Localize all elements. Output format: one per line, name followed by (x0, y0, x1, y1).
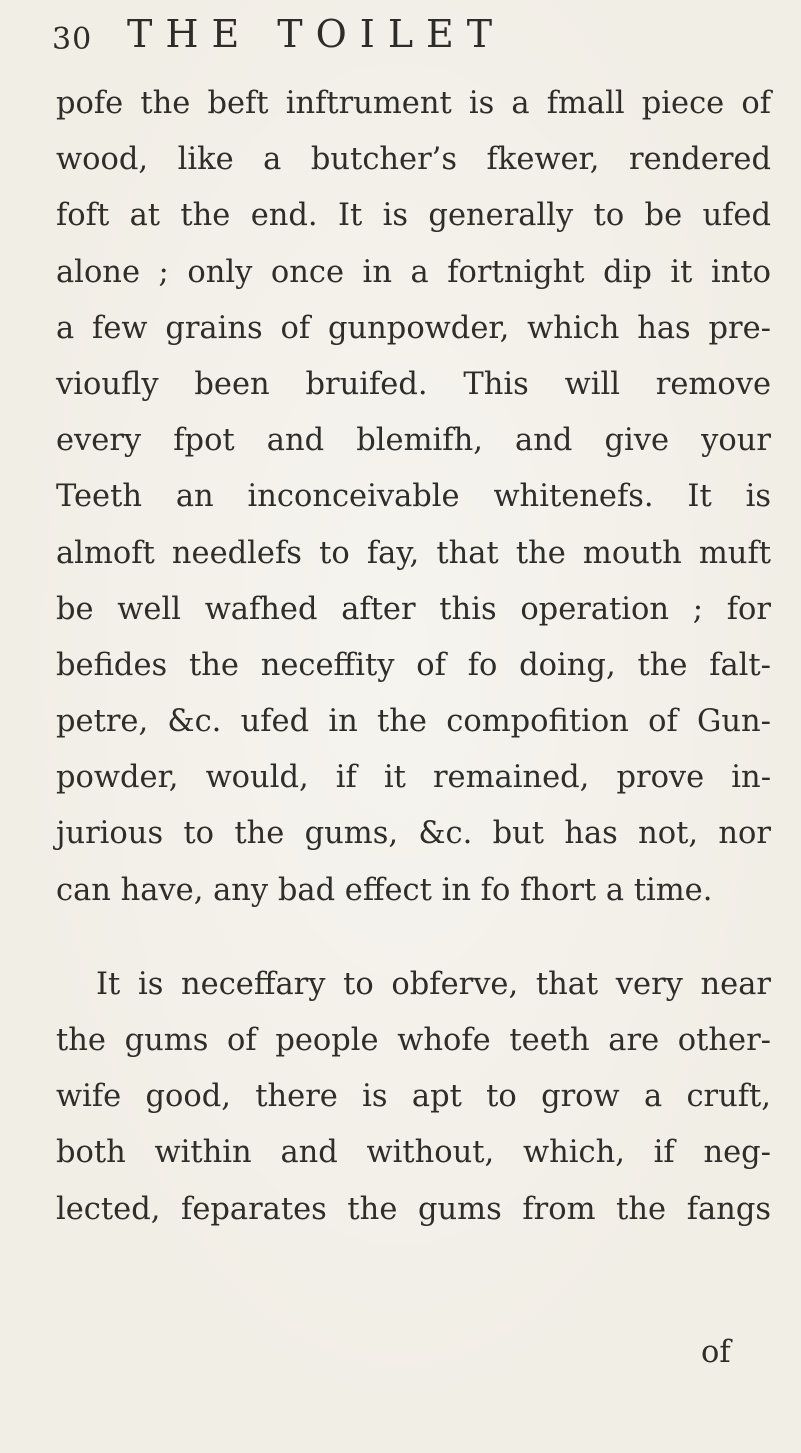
text-line: petre, &c. ufed in the compofition of Gun- (56, 704, 771, 740)
text-line: can have, any bad effect in fo fhort a time. (56, 872, 713, 908)
page-number: 30 (52, 22, 93, 57)
text-line: It is neceffary to obferve, that very near (96, 966, 771, 1002)
running-title: THE TOILET (127, 12, 506, 56)
text-line: both within and without, which, if neg- (56, 1135, 771, 1171)
text-line: wife good, there is apt to grow a cruft, (56, 1079, 771, 1115)
catchword: of (701, 1335, 731, 1370)
text-line: be well wafhed after this operation ; for (56, 591, 771, 627)
text-line: a few grains of gunpowder, which has pre- (56, 310, 771, 346)
text-line: foft at the end. It is generally to be ufed (56, 198, 771, 234)
text-line: alone ; only once in a fortnight dip it into (56, 254, 771, 290)
paragraph-gap (56, 919, 771, 957)
body-text (56, 76, 771, 1238)
text-line: jurious to the gums, &c. but has not, nor (56, 816, 771, 852)
text-line: befides the neceffity of fo doing, the falt- (56, 647, 771, 683)
text-line: wood, like a butcher’s fkewer, rendered (56, 142, 771, 178)
text-line: almoft needlefs to fay, that the mouth muft (56, 535, 771, 571)
text-line: Teeth an inconceivable whitenefs. It is (56, 479, 771, 515)
paragraph-2 (56, 957, 771, 1238)
text-line: powder, would, if it remained, prove in- (56, 760, 771, 796)
text-line: lected, feparates the gums from the fangs (56, 1191, 771, 1227)
text-line: pofe the beft inftrument is a fmall piece of (56, 86, 771, 121)
running-head (52, 8, 752, 68)
paragraph-1 (56, 76, 771, 919)
text-line: every fpot and blemifh, and give your (56, 423, 771, 459)
text-line: the gums of people whofe teeth are other- (56, 1023, 771, 1058)
text-line: vioufly been bruifed. This will remove (56, 366, 771, 402)
